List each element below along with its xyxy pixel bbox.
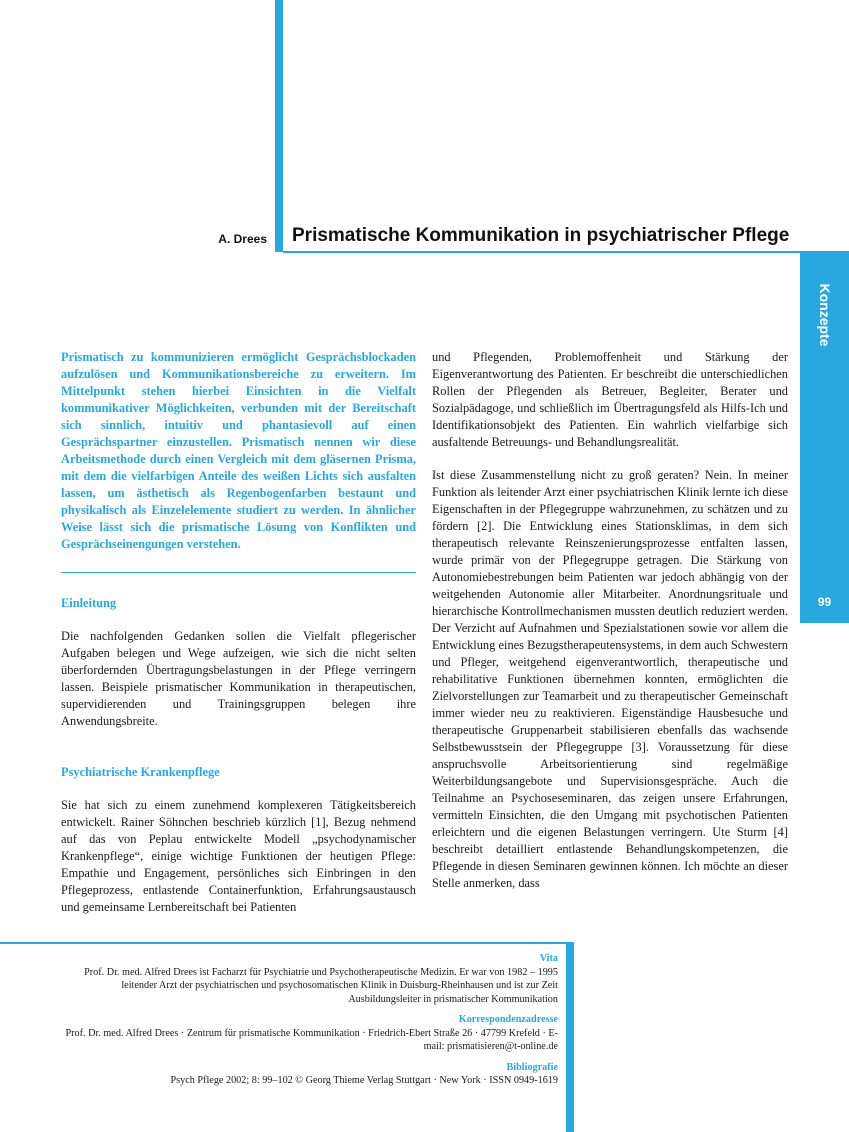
right-column <box>432 349 788 892</box>
footer-accent-bar <box>566 942 574 1132</box>
section-tab <box>800 253 849 623</box>
right-paragraph-2: Ist diese Zusammenstellung nicht zu groß geraten? Nein. In meiner Funktion als leitender Arzt einer psychiatrischen Klinik lernte ich diese Eigenschaften in der Pflegegruppe wahrzunehmen, zu schätzen und zu fördern [2]. Die Entwicklung eines Stationsklimas, in dem sich therapeutisch relevante Reinszenierungsprozesse entfalten lassen, wurde primär von der Pflegegruppe getragen. Die Stärkung von Autonomiebestrebungen beim Patienten war jedoch abhängig von der weitgehenden Autonomie aller Mitarbeiter. Anordnungsrituale und hierarchische Kontrollmechanismen mussten deutlich reduziert werden. Der Verzicht auf Aufnahmen und Spezialstationen sowie vor allem die Entwicklung eines Bezugstherapeutensystems, in dem auch Schwestern und Pfleger, weitgehend eigenverantwortlich, therapeutische und rehabilitative Funktionen übernehmen konnten, ermöglichten die Zielvorstellungen zur Teamarbeit und zu therapeutischer Gemeinschaft immer wieder neu zu reaktivieren. Eigenständige Hausbesuche und therapeutische Gruppenarbeit stabilisieren ebenfalls das wachsende Selbstbewusstsein der Pflegegruppe [3]. Voraussetzung für diese anspruchsvolle Arbeitsorientierung sind regelmäßige Weiterbildungsangebote und Supervisionsgespräche. Auch die Teilnahme an Psychoseseminaren, das zeigen unsere Erfahrungen, vermitteln Einsichten, die den Umgang mit psychotischen Patienten erleichtern und die eigenen Belastungen verringern. Ute Sturm [4] beschreibt detailliert entlastende Behandlungskompetenzen, die Pflegende in diesen Seminaren gewinnen können. Ich möchte an dieser Stelle anmerken, dass <box>432 468 788 890</box>
left-column <box>61 349 416 916</box>
right-paragraph-1: und Pflegenden, Problemoffenheit und Stärkung der Eigenverantwortung des Patienten. Er beschreibt die unterschiedlichen Rollen der Pflegenden als Betreuer, Begleiter, Berater und Sozialpädagoge, und schließlich im Übertragungsfeld als Hilfs-Ich und Identifikationsobjekt des Patienten. Ein wahrlich vielfarbige sich ausfaltende Betreuungs- und Behandlungsrealität. <box>432 350 788 449</box>
vita-heading: Vita <box>539 953 558 964</box>
section-label: Konzepte <box>816 283 833 347</box>
address-heading: Korrespondenzadresse <box>458 1014 558 1025</box>
vita-text: Prof. Dr. med. Alfred Drees ist Facharzt für Psychiatrie und Psychotherapeutische Medizin. Er war von 1982 – 1995 leitender Arzt der psychiatrischen und psychosomatischen Klinik in Duisburg-Rheinhausen und ist zur Zeit Ausbildungsleiter in prismatischer Kommunikation <box>84 966 558 1005</box>
bibliography-heading: Bibliografie <box>506 1061 558 1073</box>
article-title: Prismatische Kommunikation in psychiatrischer Pflege <box>292 225 790 246</box>
footer-rule <box>0 942 566 944</box>
footer-info <box>58 952 558 1088</box>
heading-introduction: Einleitung <box>61 596 117 610</box>
intro-paragraph: Die nachfolgenden Gedanken sollen die Vielfalt pflegerischer Aufgaben belegen und Wege aufzeigen, wie sich die nicht selten überfordernden Übertragungsbelastungen in der Pflege verringern lassen. Beispiele prismatischer Kommunikation in therapeutischen, supervidierenden und Trainingsgruppen belegen ihre Anwendungsbreite. <box>61 629 416 728</box>
author-name: A. Drees <box>218 232 267 246</box>
abstract: Prismatisch zu kommunizieren ermöglicht Gesprächsblockaden aufzulösen und Kommunikationsbereiche zu erweitern. Im Mittelpunkt stehen hierbei Einsichten in die Vielfalt kommunikativer Möglichkeiten, verbunden mit der Bereitschaft sich sinnlich, intuitiv und phantasievoll auf einen Gesprächspartner einzustellen. Prismatisch nennen wir diese Arbeitsmethode durch einen Vergleich mit dem gläsernen Prisma, mit dem die vielfarbigen Anteile des weißen Lichts sich ausfalten lassen, um ästhetisch als Regenbogenfarben bestaunt und physikalisch als Einzelelemente studiert zu werden. In ähnlicher Weise lässt sich die prismatische Lösung von Konflikten und Gesprächseinengungen verstehen. <box>61 350 416 551</box>
bibliography-text: Psych Pflege 2002; 8: 99–102 © Georg Thieme Verlag Stuttgart · New York · ISSN 0949-1619 <box>170 1075 558 1086</box>
page-number: 99 <box>817 595 832 609</box>
psych-paragraph: Sie hat sich zu einem zunehmend komplexeren Tätigkeitsbereich entwickelt. Rainer Söhnchen beschrieb kürzlich [1], Bezug nehmend auf das von Peplau entwickelte Modell „psychodynamischer Krankenpflege“, einige wichtige Funktionen der heutigen Pflege: Empathie und Engagement, persönliches sich Einbringen in den Pflegeprozess, entlastende Containerfunktion, Erfahrungsaustausch und gemeinsame Lernbereitschaft bei Patienten <box>61 798 416 914</box>
title-rule <box>283 251 849 253</box>
header-accent-bar <box>275 0 283 252</box>
heading-psychiatric-nursing: Psychiatrische Krankenpflege <box>61 765 220 779</box>
abstract-divider <box>61 572 416 573</box>
address-text: Prof. Dr. med. Alfred Drees · Zentrum für prismatische Kommunikation · Friedrich-Ebert Straße 26 · 47799 Krefeld · E-mail: prismatisieren@t-online.de <box>65 1027 558 1052</box>
